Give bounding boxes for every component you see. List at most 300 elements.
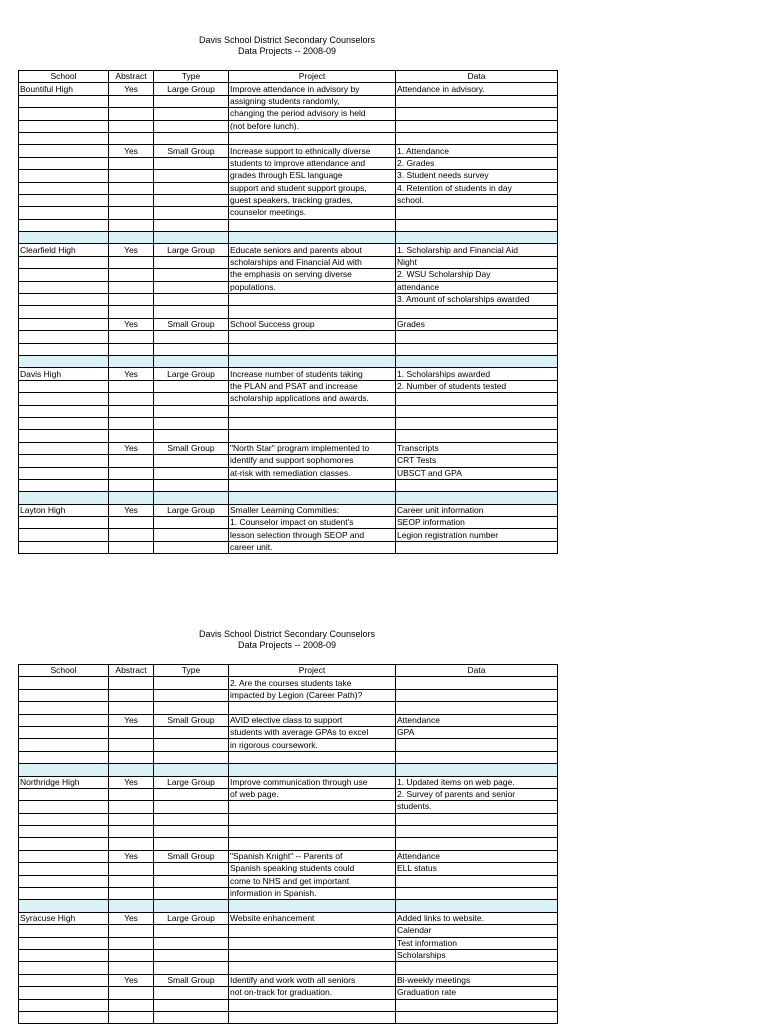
table-row: [19, 331, 558, 343]
data-cell: Graduation rate: [396, 987, 558, 999]
project-cell: guest speakers, tracking grades,: [229, 194, 396, 206]
type-cell: Small Group: [154, 145, 229, 157]
school-cell: [19, 517, 109, 529]
data-cell: Night: [396, 256, 558, 268]
data-cell: attendance: [396, 281, 558, 293]
type-cell: [154, 813, 229, 825]
type-cell: [154, 987, 229, 999]
table-row: [19, 442, 558, 454]
table-row: [19, 529, 558, 541]
data-cell: Bi-weekly meetings: [396, 974, 558, 986]
project-cell: come to NHS and get important: [229, 875, 396, 887]
data-cell: 4. Retention of students in day: [396, 182, 558, 194]
abstract-cell: Yes: [109, 974, 154, 986]
project-cell: Increase number of students taking: [229, 368, 396, 380]
abstract-cell: [109, 949, 154, 961]
table-row: [19, 368, 558, 380]
school-cell: [19, 677, 109, 689]
school-cell: [19, 801, 109, 813]
column-header: Data: [396, 665, 558, 677]
school-cell: [19, 393, 109, 405]
abstract-cell: [109, 813, 154, 825]
abstract-cell: Yes: [109, 714, 154, 726]
abstract-cell: [109, 219, 154, 231]
document-title: Davis School District Secondary Counselors: [198, 35, 376, 45]
data-cell: school.: [396, 194, 558, 206]
school-cell: [19, 689, 109, 701]
table-row: [19, 937, 558, 949]
school-cell: [19, 925, 109, 937]
table-row: [19, 269, 558, 281]
separator-cell: [229, 492, 396, 504]
data-cell: SEOP information: [396, 517, 558, 529]
data-cell: [396, 739, 558, 751]
data-cell: [396, 132, 558, 144]
project-cell: Website enhancement: [229, 912, 396, 924]
school-cell: [19, 207, 109, 219]
abstract-cell: Yes: [109, 442, 154, 454]
data-cell: [396, 343, 558, 355]
project-cell: [229, 826, 396, 838]
school-cell: [19, 455, 109, 467]
project-cell: scholarship applications and awards.: [229, 393, 396, 405]
data-cell: Transcripts: [396, 442, 558, 454]
type-cell: [154, 281, 229, 293]
data-cell: Career unit information: [396, 504, 558, 516]
abstract-cell: [109, 467, 154, 479]
separator-row: [19, 900, 558, 912]
type-cell: [154, 207, 229, 219]
separator-cell: [229, 232, 396, 244]
type-cell: [154, 962, 229, 974]
type-cell: [154, 256, 229, 268]
separator-cell: [396, 900, 558, 912]
school-cell: [19, 343, 109, 355]
table-row: [19, 417, 558, 429]
data-cell: [396, 888, 558, 900]
separator-cell: [396, 232, 558, 244]
school-cell: [19, 132, 109, 144]
table-row: [19, 850, 558, 862]
data-cell: CRT Tests: [396, 455, 558, 467]
data-cell: [396, 962, 558, 974]
data-cell: [396, 405, 558, 417]
abstract-cell: [109, 343, 154, 355]
table-row: [19, 120, 558, 132]
data-cell: Test information: [396, 937, 558, 949]
abstract-cell: Yes: [109, 145, 154, 157]
abstract-cell: [109, 999, 154, 1011]
separator-cell: [19, 232, 109, 244]
separator-cell: [19, 492, 109, 504]
project-cell: Educate seniors and parents about: [229, 244, 396, 256]
data-cell: [396, 207, 558, 219]
project-cell: [229, 838, 396, 850]
table-row: [19, 1011, 558, 1023]
abstract-cell: [109, 529, 154, 541]
table-row: [19, 479, 558, 491]
type-cell: [154, 417, 229, 429]
project-cell: students with average GPAs to excel: [229, 726, 396, 738]
school-cell: Davis High: [19, 368, 109, 380]
abstract-cell: [109, 888, 154, 900]
school-cell: [19, 888, 109, 900]
table-row: [19, 393, 558, 405]
type-cell: Large Group: [154, 368, 229, 380]
data-cell: [396, 702, 558, 714]
abstract-cell: [109, 925, 154, 937]
school-cell: Bountiful High: [19, 83, 109, 95]
type-cell: [154, 949, 229, 961]
project-cell: [229, 405, 396, 417]
separator-cell: [109, 764, 154, 776]
school-cell: Layton High: [19, 504, 109, 516]
table-row: [19, 888, 558, 900]
abstract-cell: [109, 962, 154, 974]
separator-cell: [229, 355, 396, 367]
type-cell: [154, 529, 229, 541]
school-cell: [19, 726, 109, 738]
abstract-cell: [109, 751, 154, 763]
project-cell: "Spanish Knight" -- Parents of: [229, 850, 396, 862]
project-cell: impacted by Legion (Career Path)?: [229, 689, 396, 701]
abstract-cell: [109, 677, 154, 689]
header-row: [19, 71, 558, 83]
table-row: [19, 108, 558, 120]
type-cell: [154, 405, 229, 417]
abstract-cell: Yes: [109, 912, 154, 924]
type-cell: [154, 430, 229, 442]
abstract-cell: [109, 170, 154, 182]
table-row: [19, 294, 558, 306]
data-projects-table: [18, 70, 558, 554]
data-cell: [396, 751, 558, 763]
type-cell: [154, 739, 229, 751]
abstract-cell: Yes: [109, 83, 154, 95]
table-row: [19, 145, 558, 157]
school-cell: [19, 529, 109, 541]
table-row: [19, 83, 558, 95]
data-cell: 3. Student needs survey: [396, 170, 558, 182]
project-cell: [229, 1011, 396, 1023]
project-cell: (not before lunch).: [229, 120, 396, 132]
type-cell: [154, 194, 229, 206]
type-cell: [154, 726, 229, 738]
project-cell: [229, 219, 396, 231]
type-cell: [154, 331, 229, 343]
type-cell: [154, 108, 229, 120]
separator-cell: [109, 492, 154, 504]
school-cell: [19, 294, 109, 306]
abstract-cell: Yes: [109, 368, 154, 380]
project-cell: identify and support sophomores: [229, 455, 396, 467]
table-row: [19, 343, 558, 355]
project-cell: [229, 999, 396, 1011]
data-cell: [396, 875, 558, 887]
project-cell: Improve attendance in advisory by: [229, 83, 396, 95]
type-cell: [154, 838, 229, 850]
project-cell: Increase support to ethnically diverse: [229, 145, 396, 157]
project-cell: [229, 962, 396, 974]
data-cell: 1. Scholarships awarded: [396, 368, 558, 380]
data-cell: Scholarships: [396, 949, 558, 961]
abstract-cell: [109, 194, 154, 206]
school-cell: [19, 739, 109, 751]
column-header: School: [19, 665, 109, 677]
data-cell: [396, 219, 558, 231]
type-cell: [154, 541, 229, 553]
data-cell: Attendance: [396, 714, 558, 726]
table-row: [19, 170, 558, 182]
abstract-cell: [109, 788, 154, 800]
table-row: [19, 838, 558, 850]
abstract-cell: [109, 455, 154, 467]
school-cell: [19, 949, 109, 961]
project-cell: counselor meetings.: [229, 207, 396, 219]
abstract-cell: [109, 380, 154, 392]
school-cell: [19, 281, 109, 293]
table-row: [19, 306, 558, 318]
type-cell: [154, 393, 229, 405]
type-cell: Large Group: [154, 504, 229, 516]
type-cell: [154, 170, 229, 182]
separator-cell: [154, 900, 229, 912]
data-cell: Legion registration number: [396, 529, 558, 541]
table-row: [19, 826, 558, 838]
data-cell: [396, 306, 558, 318]
school-cell: [19, 120, 109, 132]
abstract-cell: Yes: [109, 244, 154, 256]
separator-cell: [109, 232, 154, 244]
table-row: [19, 467, 558, 479]
table-row: [19, 813, 558, 825]
project-cell: [229, 132, 396, 144]
table-row: [19, 702, 558, 714]
column-header: Type: [154, 71, 229, 83]
school-cell: Northridge High: [19, 776, 109, 788]
project-cell: 2. Are the courses students take: [229, 677, 396, 689]
data-cell: Attendance in advisory.: [396, 83, 558, 95]
document-subtitle: Data Projects -- 2008-09: [237, 46, 337, 56]
school-cell: [19, 417, 109, 429]
project-cell: [229, 294, 396, 306]
school-cell: [19, 219, 109, 231]
abstract-cell: [109, 294, 154, 306]
data-cell: [396, 430, 558, 442]
school-cell: [19, 875, 109, 887]
data-cell: [396, 331, 558, 343]
school-cell: Clearfield High: [19, 244, 109, 256]
table-row: [19, 219, 558, 231]
type-cell: [154, 517, 229, 529]
type-cell: [154, 925, 229, 937]
type-cell: [154, 219, 229, 231]
table-row: [19, 194, 558, 206]
data-cell: [396, 393, 558, 405]
school-cell: [19, 987, 109, 999]
type-cell: [154, 132, 229, 144]
data-cell: [396, 108, 558, 120]
abstract-cell: Yes: [109, 504, 154, 516]
type-cell: [154, 157, 229, 169]
table-row: [19, 801, 558, 813]
abstract-cell: [109, 95, 154, 107]
project-cell: [229, 813, 396, 825]
project-cell: [229, 751, 396, 763]
type-cell: [154, 875, 229, 887]
project-cell: AVID elective class to support: [229, 714, 396, 726]
project-cell: [229, 306, 396, 318]
table-row: [19, 863, 558, 875]
school-cell: [19, 751, 109, 763]
abstract-cell: [109, 702, 154, 714]
abstract-cell: [109, 157, 154, 169]
column-header: Data: [396, 71, 558, 83]
project-cell: [229, 925, 396, 937]
project-cell: [229, 949, 396, 961]
type-cell: [154, 479, 229, 491]
school-cell: [19, 962, 109, 974]
type-cell: [154, 689, 229, 701]
type-cell: [154, 120, 229, 132]
separator-cell: [396, 355, 558, 367]
type-cell: Small Group: [154, 318, 229, 330]
table-row: [19, 132, 558, 144]
data-cell: [396, 541, 558, 553]
data-cell: 2. WSU Scholarship Day: [396, 269, 558, 281]
table-row: [19, 788, 558, 800]
school-cell: [19, 838, 109, 850]
column-header: Project: [229, 71, 396, 83]
school-cell: [19, 714, 109, 726]
project-cell: "North Star" program implemented to: [229, 442, 396, 454]
abstract-cell: [109, 331, 154, 343]
abstract-cell: [109, 826, 154, 838]
data-cell: ELL status: [396, 863, 558, 875]
table-row: [19, 739, 558, 751]
project-cell: [229, 479, 396, 491]
separator-row: [19, 492, 558, 504]
abstract-cell: [109, 739, 154, 751]
separator-row: [19, 232, 558, 244]
table-row: [19, 455, 558, 467]
type-cell: [154, 306, 229, 318]
school-cell: [19, 95, 109, 107]
table-row: [19, 281, 558, 293]
abstract-cell: [109, 1011, 154, 1023]
abstract-cell: Yes: [109, 776, 154, 788]
project-cell: Identify and work woth all seniors: [229, 974, 396, 986]
table-row: [19, 949, 558, 961]
project-cell: changing the period advisory is held: [229, 108, 396, 120]
type-cell: [154, 182, 229, 194]
type-cell: [154, 826, 229, 838]
project-cell: lesson selection through SEOP and: [229, 529, 396, 541]
table-row: [19, 875, 558, 887]
school-cell: [19, 182, 109, 194]
abstract-cell: [109, 120, 154, 132]
separator-cell: [154, 492, 229, 504]
data-cell: 2. Grades: [396, 157, 558, 169]
project-cell: School Success group: [229, 318, 396, 330]
data-cell: Grades: [396, 318, 558, 330]
separator-cell: [396, 764, 558, 776]
school-cell: [19, 269, 109, 281]
type-cell: [154, 343, 229, 355]
type-cell: [154, 999, 229, 1011]
data-cell: 1. Scholarship and Financial Aid: [396, 244, 558, 256]
school-cell: [19, 541, 109, 553]
table-row: [19, 689, 558, 701]
table-row: [19, 430, 558, 442]
school-cell: [19, 380, 109, 392]
project-cell: [229, 937, 396, 949]
table-row: [19, 95, 558, 107]
project-cell: Smaller Learning Commities:: [229, 504, 396, 516]
type-cell: [154, 294, 229, 306]
abstract-cell: [109, 987, 154, 999]
project-cell: of web page.: [229, 788, 396, 800]
separator-cell: [229, 900, 396, 912]
school-cell: [19, 318, 109, 330]
abstract-cell: [109, 256, 154, 268]
type-cell: [154, 677, 229, 689]
type-cell: [154, 467, 229, 479]
project-cell: 1. Counselor impact on student's: [229, 517, 396, 529]
column-header: Abstract: [109, 71, 154, 83]
abstract-cell: [109, 393, 154, 405]
table-row: [19, 987, 558, 999]
project-cell: information in Spanish.: [229, 888, 396, 900]
abstract-cell: [109, 405, 154, 417]
separator-cell: [229, 764, 396, 776]
table-row: [19, 726, 558, 738]
abstract-cell: [109, 479, 154, 491]
data-cell: 1. Updated items on web page.: [396, 776, 558, 788]
table-row: [19, 157, 558, 169]
school-cell: [19, 145, 109, 157]
school-cell: [19, 157, 109, 169]
column-header: Abstract: [109, 665, 154, 677]
abstract-cell: [109, 863, 154, 875]
school-cell: [19, 306, 109, 318]
abstract-cell: [109, 541, 154, 553]
school-cell: [19, 108, 109, 120]
school-cell: [19, 442, 109, 454]
data-cell: UBSCT and GPA: [396, 467, 558, 479]
column-header: School: [19, 71, 109, 83]
project-cell: grades through ESL language: [229, 170, 396, 182]
column-header: Type: [154, 665, 229, 677]
project-cell: Improve communication through use: [229, 776, 396, 788]
abstract-cell: [109, 417, 154, 429]
school-cell: [19, 974, 109, 986]
data-cell: [396, 826, 558, 838]
school-cell: [19, 937, 109, 949]
data-cell: 2. Survey of parents and senior: [396, 788, 558, 800]
abstract-cell: [109, 281, 154, 293]
data-cell: 3. Amount of scholarships awarded: [396, 294, 558, 306]
abstract-cell: [109, 801, 154, 813]
abstract-cell: [109, 108, 154, 120]
separator-cell: [154, 355, 229, 367]
abstract-cell: [109, 269, 154, 281]
table-row: [19, 962, 558, 974]
table-row: [19, 318, 558, 330]
type-cell: [154, 1011, 229, 1023]
school-cell: [19, 826, 109, 838]
data-cell: 2. Number of students tested: [396, 380, 558, 392]
